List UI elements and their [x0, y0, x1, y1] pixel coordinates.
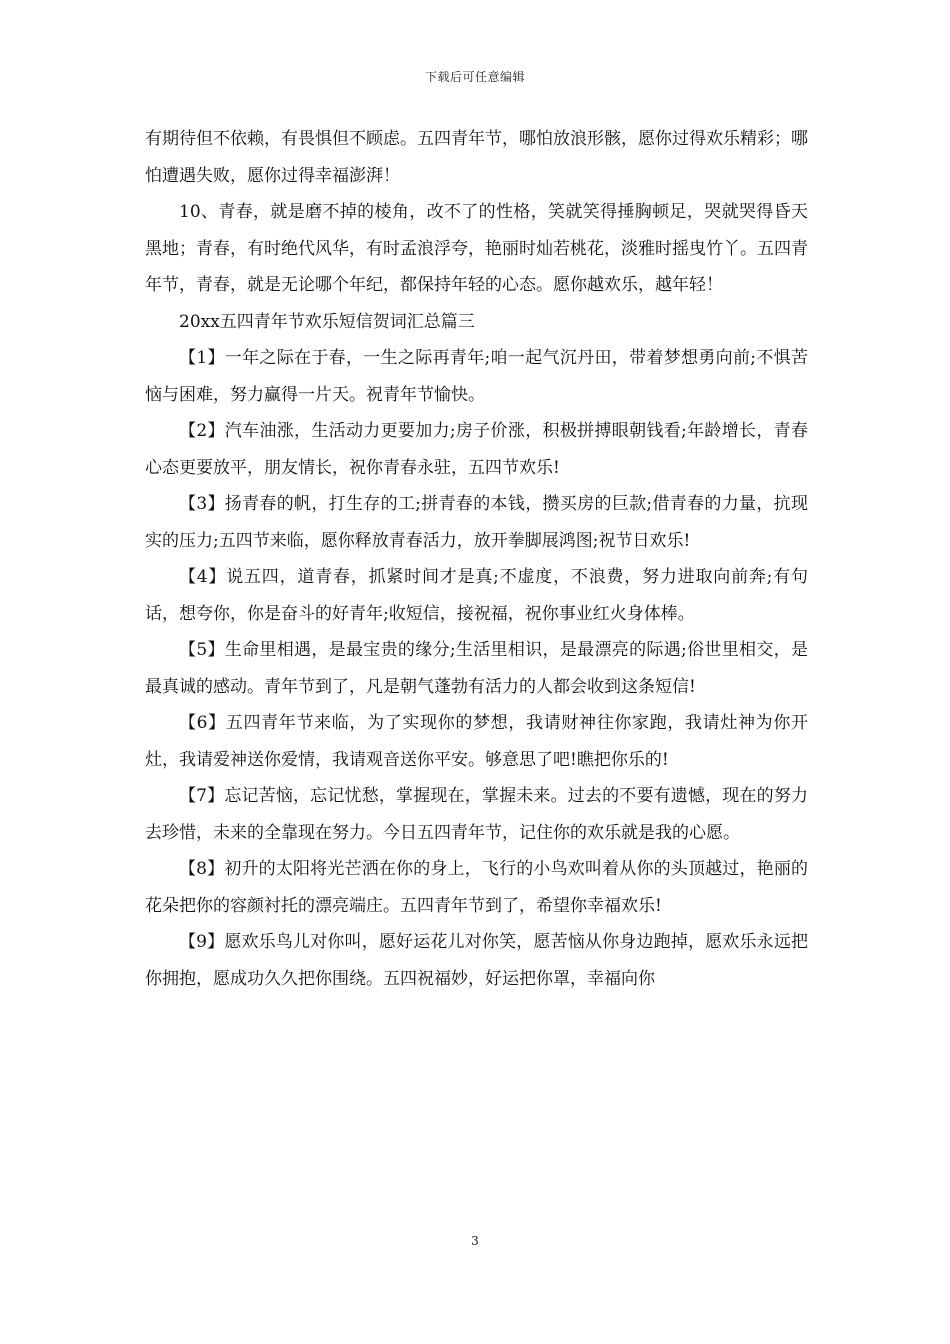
paragraph-item-9: 【9】愿欢乐鸟儿对你叫，愿好运花儿对你笑，愿苦恼从你身边跑掉，愿欢乐永远把你拥抱，愿成功久久把你围绕。五四祝福妙，好运把你罩，幸福向你 — [145, 932, 808, 989]
paragraph-item-2: 【2】汽车油涨，生活动力更要加力;房子价涨，积极拼搏眼朝钱看;年龄增长，青春心态更要放平，朋友情长，祝你青春永驻，五四节欢乐! — [145, 421, 808, 478]
paragraph-item-10: 10、青春，就是磨不掉的棱角，改不了的性格，笑就笑得捶胸顿足，哭就哭得昏天黑地；青春，有时绝代风华，有时孟浪浮夸，艳丽时灿若桃花，淡雅时摇曳竹丫。五四青年节，青春，就是无论哪个年纪，都保持年轻的心态。愿你越欢乐，越年轻！ — [145, 202, 808, 295]
paragraph-item-6: 【6】五四青年节来临，为了实现你的梦想，我请财神往你家跑，我请灶神为你开灶，我请爱神送你爱情，我请观音送你平安。够意思了吧!瞧把你乐的! — [145, 713, 808, 770]
paragraph-continuation: 有期待但不依赖，有畏惧但不顾虑。五四青年节，哪怕放浪形骸，愿你过得欢乐精彩；哪怕遭遇失败，愿你过得幸福澎湃！ — [145, 129, 808, 186]
section-heading: 20xx五四青年节欢乐短信贺词汇总篇三 — [179, 311, 475, 332]
page-number: 3 — [471, 1234, 479, 1248]
paragraph-item-5: 【5】生命里相遇，是最宝贵的缘分;生活里相识，是最漂亮的际遇;俗世里相交，是最真诚的感动。青年节到了，凡是朝气蓬勃有活力的人都会收到这条短信! — [145, 640, 808, 697]
paragraph-item-4: 【4】说五四，道青春，抓紧时间才是真;不虚度，不浪费，努力进取向前奔;有句话，想夸你，你是奋斗的好青年;收短信，接祝福，祝你事业红火身体棒。 — [145, 567, 808, 624]
page-header: 下载后可任意编辑 — [424, 70, 525, 84]
paragraph-item-3: 【3】扬青春的帆，打生存的工;拼青春的本钱，攒买房的巨款;借青春的力量，抗现实的压力;五四节来临，愿你释放青春活力，放开拳脚展鸿图;祝节日欢乐! — [145, 494, 808, 551]
document-body — [145, 121, 808, 997]
paragraph-item-7: 【7】忘记苦恼，忘记忧愁，掌握现在，掌握未来。过去的不要有遗憾，现在的努力去珍惜，未来的全靠现在努力。今日五四青年节，记住你的欢乐就是我的心愿。 — [145, 786, 808, 843]
paragraph-item-1: 【1】一年之际在于春，一生之际再青年;咱一起气沉丹田，带着梦想勇向前;不惧苦恼与困难，努力赢得一片天。祝青年节愉快。 — [145, 348, 808, 405]
paragraph-item-8: 【8】初升的太阳将光芒洒在你的身上，飞行的小鸟欢叫着从你的头顶越过，艳丽的花朵把你的容颜衬托的漂亮端庄。五四青年节到了，希望你幸福欢乐! — [145, 859, 808, 916]
